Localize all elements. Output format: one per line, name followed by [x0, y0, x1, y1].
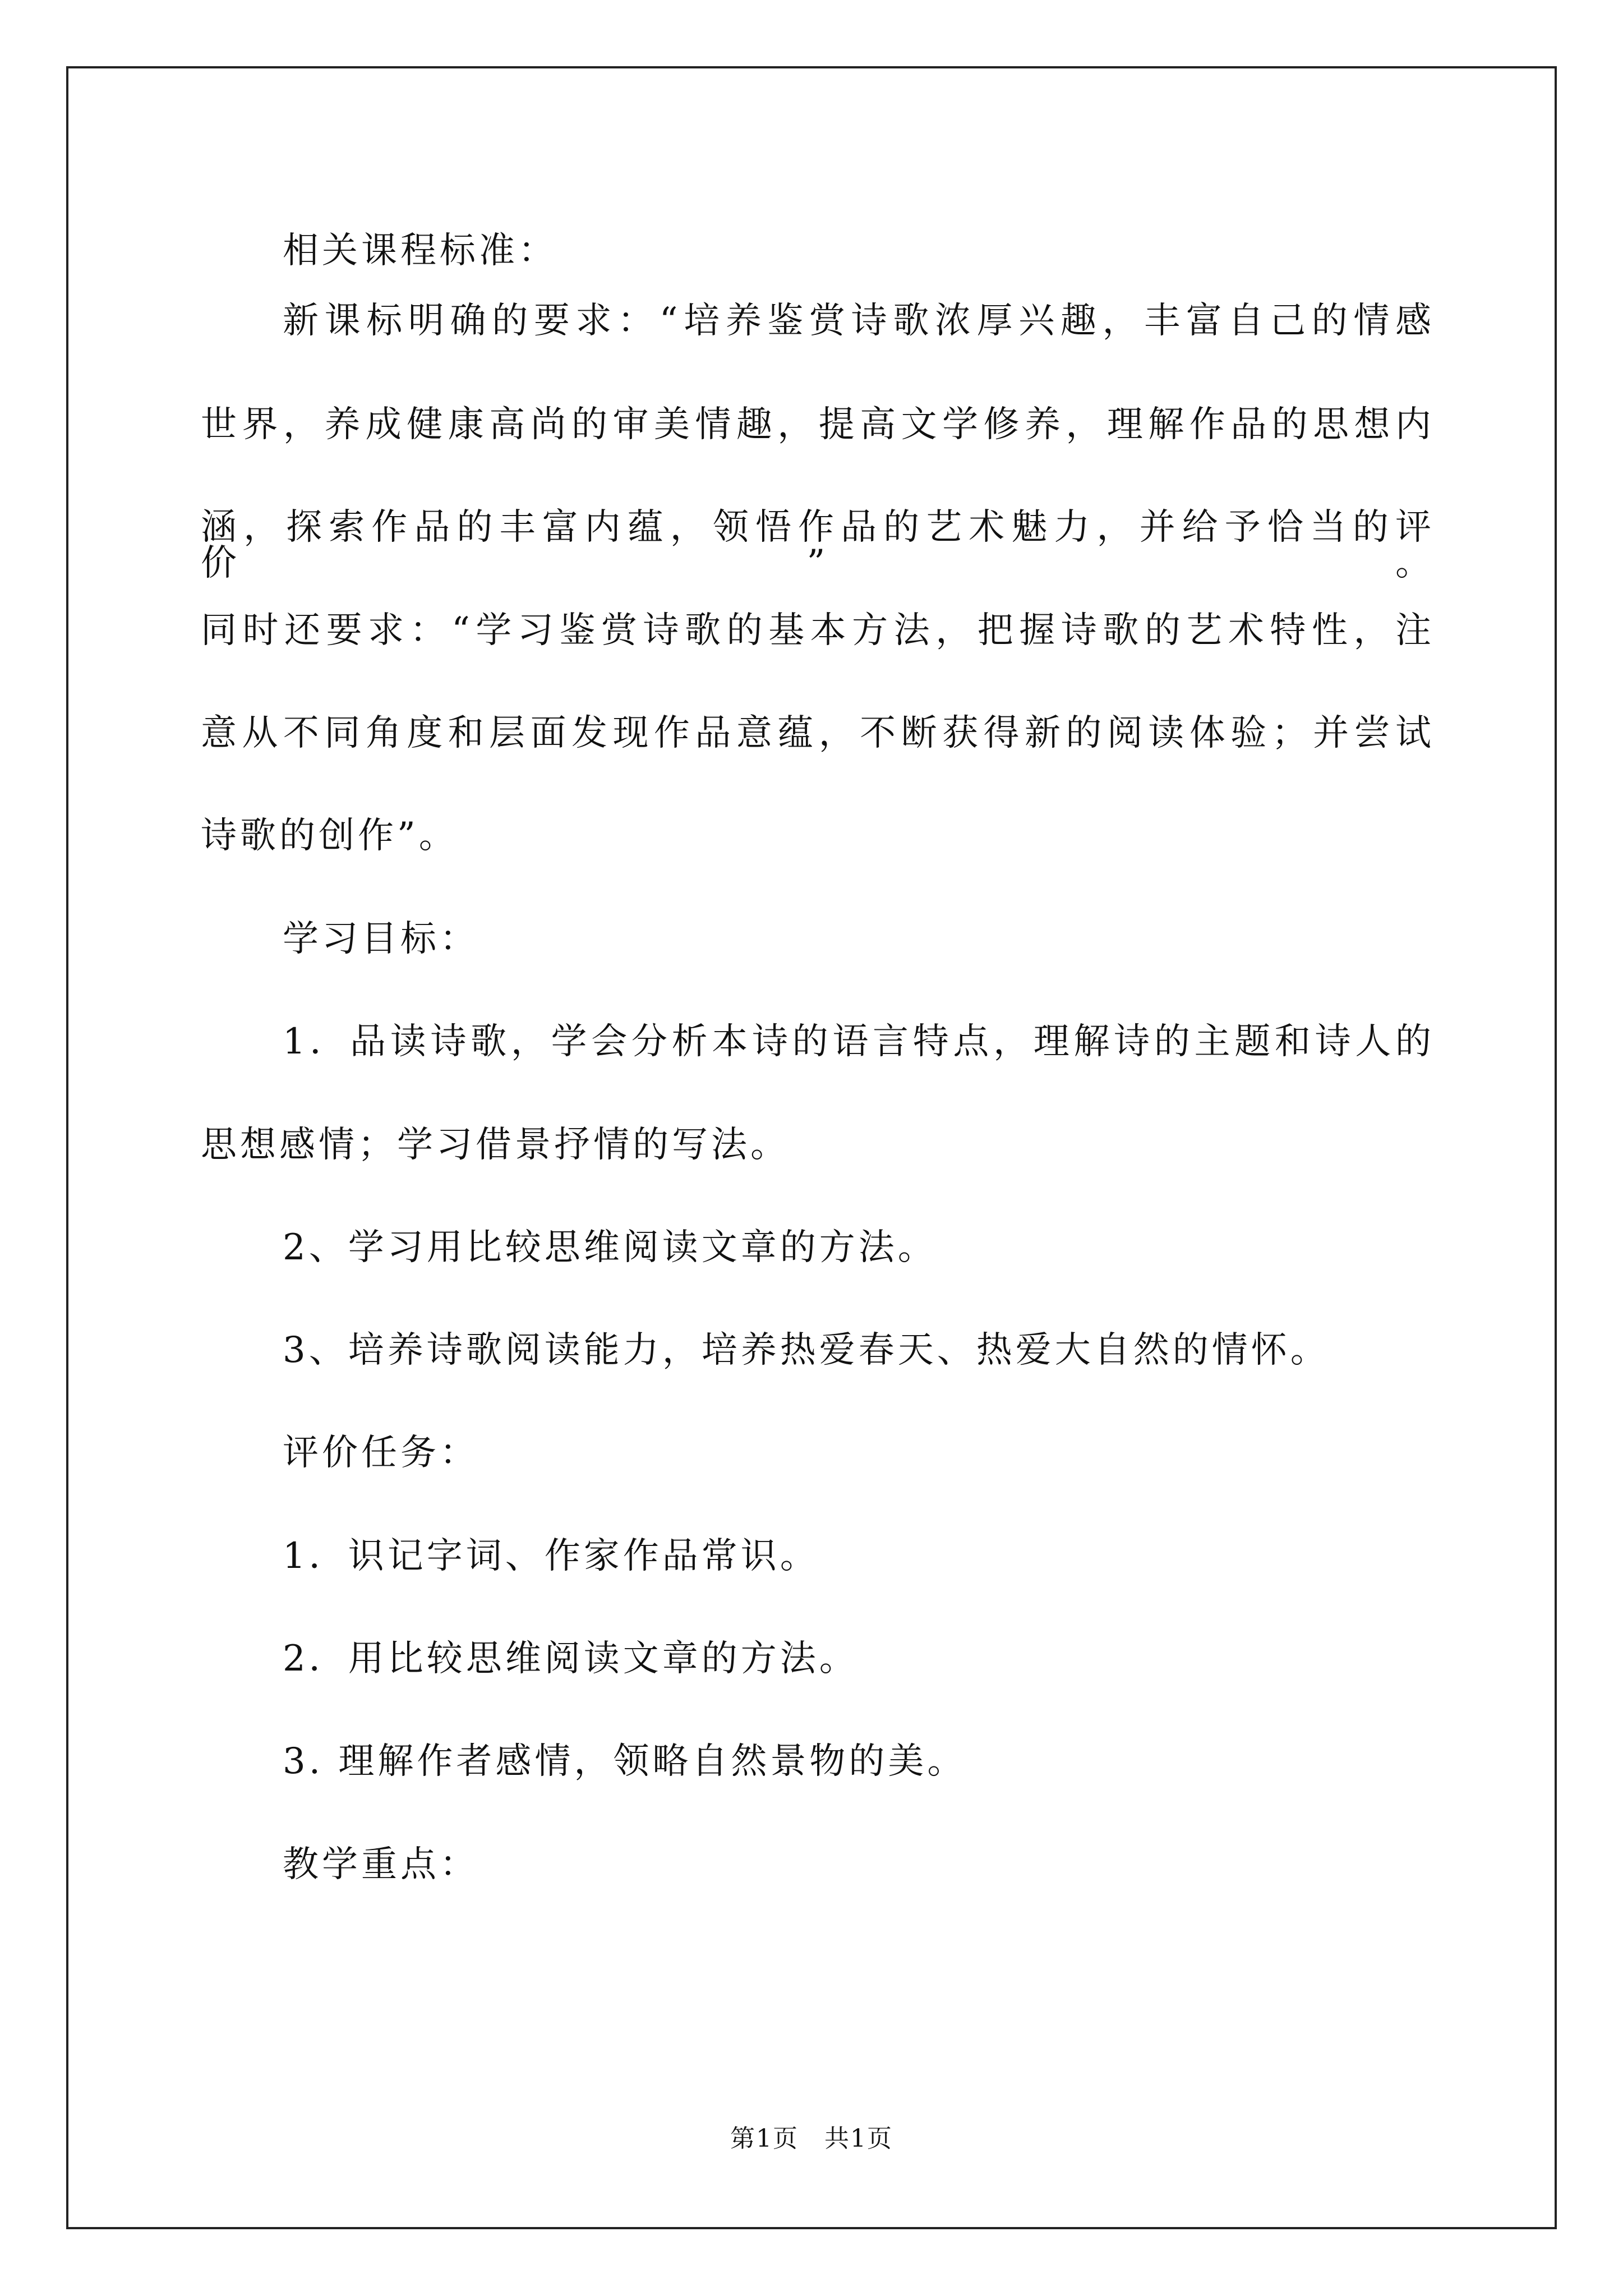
paragraph-line: 世界，养成健康高尚的审美情趣，提高文学修养，理解作品的思想内	[201, 404, 1435, 445]
heading-evaluation-tasks: 评价任务：	[283, 1432, 479, 1474]
list-item: 3、培养诗歌阅读能力，培养热爱春天、热爱大自然的情怀。	[283, 1329, 1330, 1371]
paragraph-line: 诗歌的创作”。	[201, 815, 458, 857]
paragraph-line: 涵，探索作品的丰富内蕴，领悟作品的艺术魅力，并给予恰当的评价”。	[201, 507, 1435, 584]
page-footer: 第1页 共1页	[730, 2124, 893, 2153]
list-item: 1．识记字词、作家作品常识。	[283, 1535, 819, 1577]
list-item: 3. 理解作者感情，领略自然景物的美。	[283, 1741, 967, 1782]
heading-learning-goals: 学习目标：	[283, 918, 479, 960]
paragraph-line: 新课标明确的要求：“培养鉴赏诗歌浓厚兴趣，丰富自己的情感	[283, 300, 1435, 342]
list-item: 2．用比较思维阅读文章的方法。	[283, 1638, 859, 1680]
list-item: 2、学习用比较思维阅读文章的方法。	[283, 1227, 937, 1268]
paragraph-line: 同时还要求：“学习鉴赏诗歌的基本方法，把握诗歌的艺术特性，注	[201, 610, 1435, 651]
heading-curriculum-standard: 相关课程标准：	[283, 230, 557, 272]
paragraph-line: 意从不同角度和层面发现作品意蕴，不断获得新的阅读体验；并尝试	[201, 712, 1435, 754]
paragraph-line: 思想感情；学习借景抒情的写法。	[201, 1124, 790, 1166]
list-item: 1．品读诗歌，学会分析本诗的语言特点，理解诗的主题和诗人的	[283, 1021, 1435, 1062]
heading-teaching-focus: 教学重点：	[283, 1844, 479, 1885]
